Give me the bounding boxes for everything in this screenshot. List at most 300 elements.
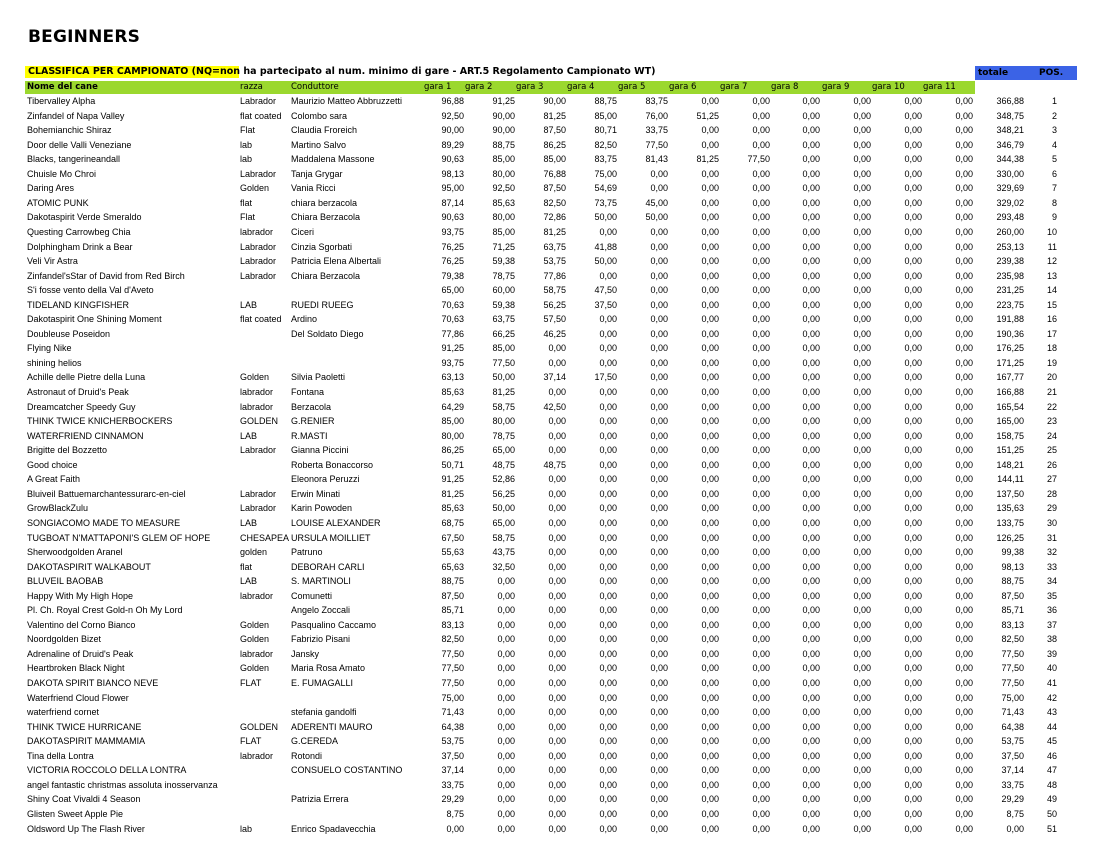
gara-6-score: 0,00 [701,517,719,528]
table-row [0,574,1100,589]
gara-5-score: 0,00 [650,619,668,630]
gara-9-score: 0,00 [853,561,871,572]
total-score: 87,50 [1001,590,1024,601]
gara-1-score: 88,75 [441,576,464,587]
gara-1-score: 63,13 [441,372,464,383]
gara-7-score: 0,00 [752,590,770,601]
gara-7-score: 0,00 [752,459,770,470]
gara-7-score: 0,00 [752,197,770,208]
handler: RUEDI RUEEG [291,299,354,310]
gara-1-score: 90,63 [441,154,464,165]
handler: Pasqualino Caccamo [291,619,377,630]
handler: S. MARTINOLI [291,576,351,587]
gara-4-score: 0,00 [599,547,617,558]
gara-10-score: 0,00 [904,547,922,558]
gara-8-score: 0,00 [802,779,820,790]
gara-2-score: 0,00 [497,619,515,630]
dog-name: angel fantastic christmas assoluta inosservanza [27,779,218,790]
gara-2-score: 60,00 [492,285,515,296]
gara-7-score: 0,00 [752,663,770,674]
breed: Labrador [240,270,277,281]
gara-6-score: 0,00 [701,357,719,368]
pos-header: POS. [1039,68,1064,78]
gara-4-score: 0,00 [599,357,617,368]
gara-8-score: 0,00 [802,226,820,237]
gara-1-score: 0,00 [446,823,464,834]
gara-3-score: 46,25 [543,328,566,339]
breed: Labrador [240,96,277,106]
gara-1-score: 81,25 [441,488,464,499]
total-score: 148,21 [996,459,1024,470]
gara-1-score: 77,50 [441,678,464,688]
breed: FLAT [240,678,262,688]
gara-8-score: 0,00 [802,765,820,776]
gara-4-score: 0,00 [599,532,617,543]
gara-8-score: 0,00 [802,547,820,558]
gara-10-score: 0,00 [904,212,922,223]
gara-8-score: 0,00 [802,96,820,106]
gara-2-score: 52,86 [492,474,515,485]
position: 20 [1046,372,1057,383]
gara-7-score: 0,00 [752,445,770,456]
gara-4-score: 0,00 [599,474,617,485]
table-row [0,181,1100,196]
gara-3-score: 0,00 [548,357,566,368]
gara-10-score: 0,00 [904,256,922,267]
breed: LAB [240,576,258,587]
gara-7-score: 0,00 [752,416,770,427]
gara-9-score: 0,00 [853,663,871,674]
gara-11-score: 0,00 [955,256,973,267]
gara-1-score: 67,50 [441,532,464,543]
gara-2-score: 0,00 [497,692,515,703]
gara-7-score: 0,00 [752,808,770,819]
gara-9-score: 0,00 [853,547,871,558]
dog-name: BLUVEIL BAOBAB [27,576,104,587]
dog-name: Heartbroken Black Night [27,663,125,674]
gara-9-score: 0,00 [853,314,871,325]
total-score: 348,75 [996,110,1024,121]
total-score: 83,13 [1001,619,1024,630]
dog-name: Dakotaspirit Verde Smeraldo [27,212,142,223]
breed: lab [240,823,253,834]
header-gara-8: gara 8 [771,82,799,92]
gara-1-score: 82,50 [441,634,464,645]
gara-9-score: 0,00 [853,517,871,528]
dog-name: Zinfandel of Napa Valley [27,110,125,121]
handler: Erwin Minati [291,488,341,499]
table-row [0,341,1100,356]
gara-11-score: 0,00 [955,663,973,674]
gara-2-score: 78,75 [492,270,515,281]
handler: Del Soldato Diego [291,328,364,339]
dog-name: Tina della Lontra [27,750,94,761]
gara-7-score: 0,00 [752,474,770,485]
table-row [0,734,1100,749]
gara-10-score: 0,00 [904,794,922,805]
gara-1-score: 98,13 [441,168,464,179]
gara-3-score: 0,00 [548,430,566,441]
total-score: 165,54 [996,401,1024,412]
gara-7-score: 0,00 [752,256,770,267]
gara-5-score: 0,00 [650,692,668,703]
gara-11-score: 0,00 [955,678,973,688]
gara-8-score: 0,00 [802,823,820,834]
gara-10-score: 0,00 [904,619,922,630]
gara-8-score: 0,00 [802,445,820,456]
position: 29 [1046,503,1057,514]
handler: Ardino [291,314,318,325]
gara-6-score: 0,00 [701,459,719,470]
gara-7-score: 0,00 [752,328,770,339]
position: 1 [1051,96,1057,106]
handler: Chiara Berzacola [291,212,361,223]
gara-4-score: 0,00 [599,765,617,776]
gara-6-score: 51,25 [696,110,719,121]
total-score: 53,75 [1001,736,1024,747]
gara-6-score: 0,00 [701,197,719,208]
gara-10-score: 0,00 [904,430,922,441]
dog-name: Oldsword Up The Flash River [27,823,145,834]
gara-2-score: 0,00 [497,721,515,732]
gara-1-score: 77,86 [441,328,464,339]
gara-9-score: 0,00 [853,721,871,732]
gara-9-score: 0,00 [853,736,871,747]
handler: Silvia Paoletti [291,372,346,383]
gara-8-score: 0,00 [802,721,820,732]
gara-9-score: 0,00 [853,750,871,761]
gara-8-score: 0,00 [802,387,820,397]
dog-name: Bohemianchic Shiraz [27,125,112,136]
gara-2-score: 90,00 [492,125,515,136]
gara-10-score: 0,00 [904,110,922,121]
gara-2-score: 0,00 [497,678,515,688]
gara-6-score: 0,00 [701,561,719,572]
handler: URSULA MOILLIET [291,532,371,543]
gara-5-score: 0,00 [650,547,668,558]
gara-7-score: 0,00 [752,517,770,528]
gara-11-score: 0,00 [955,547,973,558]
table-row [0,676,1100,691]
gara-3-score: 0,00 [548,678,566,688]
gara-1-score: 70,63 [441,314,464,325]
position: 3 [1051,125,1057,136]
gara-6-score: 0,00 [701,343,719,354]
total-score: 223,75 [996,299,1024,310]
gara-4-score: 0,00 [599,517,617,528]
breed: FLAT [240,736,262,747]
table-row [0,443,1100,458]
gara-1-score: 71,43 [441,707,464,718]
gara-10-score: 0,00 [904,823,922,834]
gara-6-score: 0,00 [701,125,719,136]
table-row [0,501,1100,516]
total-score: 77,50 [1001,678,1024,688]
header-gara-2: gara 2 [465,82,493,92]
gara-11-score: 0,00 [955,299,973,310]
gara-8-score: 0,00 [802,125,820,136]
gara-2-score: 0,00 [497,707,515,718]
gara-9-score: 0,00 [853,270,871,281]
gara-10-score: 0,00 [904,590,922,601]
gara-11-score: 0,00 [955,779,973,790]
total-header: totale [978,68,1009,78]
header-gara-9: gara 9 [822,82,850,92]
table-row [0,531,1100,546]
dog-name: Zinfandel'sStar of David from Red Birch [27,270,185,281]
gara-9-score: 0,00 [853,241,871,252]
gara-11-score: 0,00 [955,648,973,659]
gara-6-score: 0,00 [701,168,719,179]
gara-7-score: 0,00 [752,648,770,659]
dog-name: waterfriend cornet [27,707,100,718]
gara-6-score: 0,00 [701,430,719,441]
gara-3-score: 0,00 [548,707,566,718]
table-row [0,792,1100,807]
gara-11-score: 0,00 [955,619,973,630]
total-score: 75,00 [1001,692,1024,703]
breed: lab [240,154,253,165]
gara-10-score: 0,00 [904,139,922,150]
gara-4-score: 17,50 [594,372,617,383]
dog-name: Veli Vir Astra [27,256,78,267]
gara-9-score: 0,00 [853,459,871,470]
gara-3-score: 87,50 [543,125,566,136]
position: 12 [1046,256,1057,267]
gara-5-score: 0,00 [650,823,668,834]
gara-1-score: 50,71 [441,459,464,470]
gara-1-score: 85,63 [441,387,464,397]
gara-10-score: 0,00 [904,779,922,790]
gara-5-score: 0,00 [650,736,668,747]
position: 40 [1046,663,1057,674]
dog-name: Valentino del Corno Bianco [27,619,136,630]
gara-3-score: 0,00 [548,663,566,674]
total-score: 98,13 [1001,561,1024,572]
table-row [0,283,1100,298]
gara-6-score: 81,25 [696,154,719,165]
gara-4-score: 0,00 [599,343,617,354]
gara-7-score: 0,00 [752,299,770,310]
gara-10-score: 0,00 [904,270,922,281]
gara-9-score: 0,00 [853,343,871,354]
gara-8-score: 0,00 [802,183,820,194]
dog-name: WATERFRIEND CINNAMON [27,430,144,441]
table-row [0,414,1100,429]
gara-4-score: 50,00 [594,212,617,223]
gara-1-score: 95,00 [441,183,464,194]
gara-11-score: 0,00 [955,387,973,397]
gara-11-score: 0,00 [955,634,973,645]
gara-9-score: 0,00 [853,634,871,645]
gara-11-score: 0,00 [955,197,973,208]
gara-8-score: 0,00 [802,488,820,499]
gara-4-score: 0,00 [599,590,617,601]
gara-9-score: 0,00 [853,474,871,485]
dog-name: DAKOTA SPIRIT BIANCO NEVE [27,678,159,688]
gara-8-score: 0,00 [802,285,820,296]
gara-5-score: 0,00 [650,445,668,456]
handler: stefania gandolfi [291,707,357,718]
dog-name: Doubleuse Poseidon [27,328,111,339]
gara-3-score: 0,00 [548,416,566,427]
breed: Golden [240,619,270,630]
gara-4-score: 0,00 [599,416,617,427]
breed: labrador [240,750,274,761]
gara-4-score: 0,00 [599,401,617,412]
gara-7-score: 0,00 [752,96,770,106]
total-score: 88,75 [1001,576,1024,587]
gara-7-score: 0,00 [752,765,770,776]
gara-3-score: 0,00 [548,576,566,587]
gara-6-score: 0,00 [701,503,719,514]
gara-4-score: 0,00 [599,605,617,616]
gara-4-score: 54,69 [594,183,617,194]
gara-4-score: 0,00 [599,387,617,397]
gara-2-score: 77,50 [492,357,515,368]
gara-9-score: 0,00 [853,256,871,267]
gara-11-score: 0,00 [955,168,973,179]
dog-name: Bluiveil Battuemarchantessurarc-en-ciel [27,488,186,499]
table-row [0,487,1100,502]
header-gara-6: gara 6 [669,82,697,92]
gara-1-score: 65,00 [441,285,464,296]
gara-9-score: 0,00 [853,808,871,819]
gara-4-score: 0,00 [599,779,617,790]
position: 33 [1046,561,1057,572]
gara-1-score: 37,50 [441,750,464,761]
gara-6-score: 0,00 [701,241,719,252]
gara-2-score: 63,75 [492,314,515,325]
gara-4-score: 0,00 [599,648,617,659]
gara-2-score: 59,38 [492,299,515,310]
gara-10-score: 0,00 [904,736,922,747]
gara-10-score: 0,00 [904,241,922,252]
position: 13 [1046,270,1057,281]
gara-11-score: 0,00 [955,721,973,732]
gara-4-score: 0,00 [599,459,617,470]
gara-7-score: 0,00 [752,576,770,587]
dog-name: S'i fosse vento della Val d'Aveto [27,285,154,296]
dog-name: Astronaut of Druid's Peak [27,387,129,397]
gara-9-score: 0,00 [853,794,871,805]
gara-5-score: 0,00 [650,401,668,412]
gara-7-score: 0,00 [752,139,770,150]
gara-7-score: 0,00 [752,488,770,499]
gara-11-score: 0,00 [955,561,973,572]
gara-6-score: 0,00 [701,226,719,237]
position: 45 [1046,736,1057,747]
gara-6-score: 0,00 [701,634,719,645]
gara-2-score: 58,75 [492,532,515,543]
gara-1-score: 68,75 [441,517,464,528]
gara-1-score: 91,25 [441,474,464,485]
total-score: 33,75 [1001,779,1024,790]
gara-7-score: 0,00 [752,503,770,514]
position: 36 [1046,605,1057,616]
gara-5-score: 0,00 [650,168,668,179]
handler: Berzacola [291,401,332,412]
gara-3-score: 0,00 [548,619,566,630]
gara-8-score: 0,00 [802,416,820,427]
handler: Ciceri [291,226,315,237]
gara-10-score: 0,00 [904,459,922,470]
subtitle-rest-text: partecipato al num. minimo di gare - ART.5 Regolamento Campionato WT) [256,66,656,77]
dog-name: Good choice [27,459,78,470]
dog-name: Glisten Sweet Apple Pie [27,808,124,819]
handler: Maurizio Matteo Abbruzzetti [291,96,403,106]
gara-3-score: 0,00 [548,387,566,397]
total-score: 235,98 [996,270,1024,281]
table-row [0,370,1100,385]
gara-4-score: 0,00 [599,692,617,703]
gara-9-score: 0,00 [853,692,871,703]
total-score: 71,43 [1001,707,1024,718]
position: 2 [1051,110,1057,121]
gara-10-score: 0,00 [904,343,922,354]
gara-2-score: 80,00 [492,416,515,427]
total-score: 29,29 [1001,794,1024,805]
dog-name: Sherwoodgolden Aranel [27,547,123,558]
table-row [0,778,1100,793]
breed: GOLDEN [240,721,279,732]
gara-11-score: 0,00 [955,503,973,514]
position: 46 [1046,750,1057,761]
dog-name: Waterfriend Cloud Flower [27,692,129,703]
gara-3-score: 56,25 [543,299,566,310]
gara-5-score: 0,00 [650,779,668,790]
gara-8-score: 0,00 [802,517,820,528]
gara-4-score: 0,00 [599,663,617,674]
gara-3-score: 0,00 [548,692,566,703]
gara-9-score: 0,00 [853,154,871,165]
gara-8-score: 0,00 [802,110,820,121]
position: 42 [1046,692,1057,703]
gara-11-score: 0,00 [955,532,973,543]
gara-1-score: 76,25 [441,256,464,267]
position: 26 [1046,459,1057,470]
dog-name: Door delle Valli Veneziane [27,139,132,150]
gara-5-score: 0,00 [650,372,668,383]
gara-7-score: 0,00 [752,707,770,718]
position: 7 [1051,183,1057,194]
breed: flat [240,197,253,208]
gara-4-score: 50,00 [594,256,617,267]
gara-11-score: 0,00 [955,314,973,325]
gara-1-score: 83,13 [441,619,464,630]
position: 22 [1046,401,1057,412]
table-row [0,807,1100,822]
gara-2-score: 78,75 [492,430,515,441]
table-row [0,123,1100,138]
handler: Maria Rosa Amato [291,663,366,674]
position: 27 [1046,474,1057,485]
gara-2-score: 0,00 [497,823,515,834]
gara-1-score: 87,14 [441,197,464,208]
gara-7-score: 0,00 [752,721,770,732]
gara-2-score: 65,00 [492,517,515,528]
table-row [0,545,1100,560]
gara-6-score: 0,00 [701,96,719,106]
gara-4-score: 0,00 [599,619,617,630]
gara-4-score: 0,00 [599,736,617,747]
gara-4-score: 73,75 [594,197,617,208]
gara-1-score: 77,50 [441,648,464,659]
dog-name: ATOMIC PUNK [27,197,89,208]
gara-11-score: 0,00 [955,343,973,354]
gara-2-score: 90,00 [492,110,515,121]
gara-2-score: 0,00 [497,648,515,659]
